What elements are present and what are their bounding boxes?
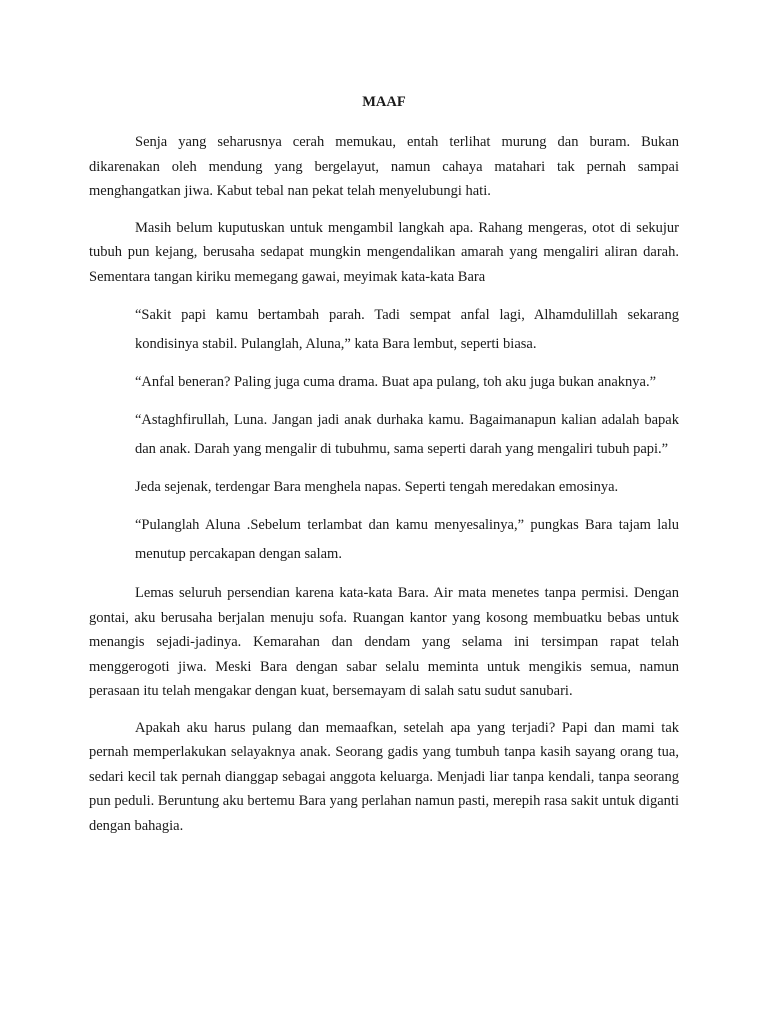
document-title: MAAF (362, 94, 406, 110)
quote-4: Jeda sejenak, terdengar Bara menghela napas. Seperti tengah meredakan emosinya. (135, 479, 619, 495)
quote-1: “Sakit papi kamu bertambah parah. Tadi sempat anfal lagi, Alhamdulillah sekarang kondisinya stabil. Pulanglah, Aluna,” kata Bara lembut, seperti biasa. (135, 307, 679, 352)
document-page (89, 92, 679, 850)
paragraph-2: Masih belum kuputuskan untuk mengambil langkah apa. Rahang mengeras, otot di sekujur tubuh pun kejang, berusaha sedapat mungkin mengendalikan amarah yang mengaliri aliran darah. Sementara tangan kiriku memegang gawai, meyimak kata-kata Bara (89, 219, 679, 285)
quote-3: “Astaghfirullah, Luna. Jangan jadi anak durhaka kamu. Bagaimanapun kalian adalah bapak dan anak. Darah yang mengalir di tubuhmu, sama seperti darah yang mengaliri tubuh papi.” (135, 412, 679, 457)
quote-5: “Pulanglah Aluna .Sebelum terlambat dan kamu menyesalinya,” pungkas Bara tajam lalu menutup percakapan dengan salam. (135, 517, 679, 562)
paragraph-1: Senja yang seharusnya cerah memukau, entah terlihat murung dan buram. Bukan dikarenakan oleh mendung yang bergelayut, namun cahaya matahari tak pernah sampai menghangatkan jiwa. Kabut tebal nan pekat telah menyelubungi hati. (89, 134, 679, 199)
quote-2: “Anfal beneran? Paling juga cuma drama. Buat apa pulang, toh aku juga bukan anaknya.” (135, 374, 657, 390)
paragraph-3: Lemas seluruh persendian karena kata-kata Bara. Air mata menetes tanpa permisi. Dengan gontai, aku berusaha berjalan menuju sofa. Ruangan kantor yang kosong membuatku bebas untuk menangis sejadi-jadinya. Kemarahan dan dendam yang selama ini tersimpan rapat telah menggerogoti jiwa. Meski Bara dengan sabar selalu meminta untuk mengikis semua, namun perasaan itu telah mengakar dengan kuat, bersemayam di salah satu sudut sanubari. (89, 585, 679, 699)
paragraph-4: Apakah aku harus pulang dan memaafkan, setelah apa yang terjadi? Papi dan mami tak pernah memperlakukan selayaknya anak. Seorang gadis yang tumbuh tanpa kasih sayang orang tua, sedari kecil tak pernah dianggap sebagai anggota keluarga. Menjadi liar tanpa kendali, tanpa seorang pun peduli. Beruntung aku bertemu Bara yang perlahan namun pasti, merepih rasa sakit untuk diganti dengan bahagia. (89, 719, 679, 834)
